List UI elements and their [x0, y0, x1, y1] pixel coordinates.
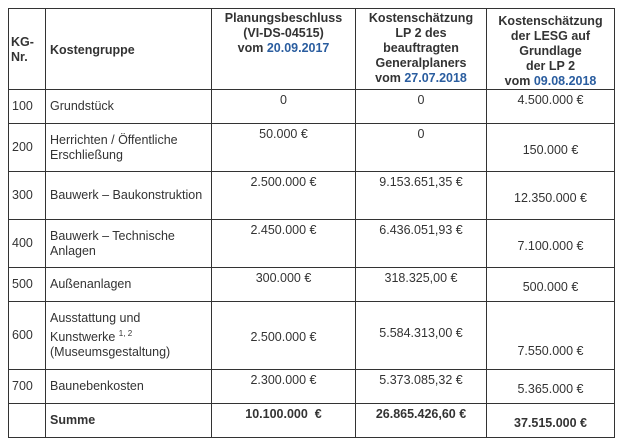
- h2-l1: Kostenschätzung: [368, 11, 474, 25]
- value-planungsbeschluss: 0: [212, 90, 356, 124]
- value-planungsbeschluss: 2.450.000 €: [212, 220, 356, 268]
- header-kostenschaetzung-lesg: [487, 9, 615, 90]
- value-kostenschaetzung-lesg: 7.100.000 €: [487, 220, 615, 268]
- kg-number: 600: [9, 302, 46, 370]
- h2-vom: vom: [375, 71, 401, 85]
- h2-l3: beauftragten: [383, 41, 459, 55]
- value-kostenschaetzung-gp: 5.373.085,32 €: [356, 370, 487, 404]
- summe-label: Summe: [46, 404, 212, 438]
- kg-number: 700: [9, 370, 46, 404]
- h1-l1: Planungsbeschluss: [224, 11, 343, 25]
- value-kostenschaetzung-gp: 9.153.651,35 €: [356, 172, 487, 220]
- h3-vom: vom: [504, 74, 531, 88]
- kg-number: 300: [9, 172, 46, 220]
- value-kostenschaetzung-gp: 318.325,00 €: [356, 268, 487, 302]
- value-kostenschaetzung-gp: 5.584.313,00 €: [356, 302, 487, 370]
- h1-vom: vom: [237, 41, 264, 55]
- kg-number: 500: [9, 268, 46, 302]
- table-row: [9, 370, 615, 404]
- value-kostenschaetzung-lesg: 500.000 €: [487, 268, 615, 302]
- header-row: [9, 9, 615, 90]
- header-kg: [9, 9, 46, 90]
- h3-l3: Grundlage: [519, 44, 582, 58]
- name-line1: Ausstattung und Kunstwerke: [50, 310, 141, 345]
- value-planungsbeschluss: 50.000 €: [212, 124, 356, 172]
- table-row: [9, 90, 615, 124]
- table-row: [9, 220, 615, 268]
- summe-kostenschaetzung-lesg: 37.515.000 €: [487, 404, 615, 438]
- kostengruppe-name: Bauwerk – Technische Anlagen: [46, 220, 212, 268]
- h3-l1: Kostenschätzung: [498, 14, 603, 28]
- header-planungsbeschluss: [212, 9, 356, 90]
- kostengruppe-name: [46, 302, 212, 370]
- value-kostenschaetzung-lesg: 7.550.000 €: [487, 302, 615, 370]
- table-row: [9, 302, 615, 370]
- kg-number: 200: [9, 124, 46, 172]
- h2-l2: LP 2 des: [395, 26, 447, 40]
- h1-l2: (VI-DS-04515): [243, 26, 324, 40]
- value-kostenschaetzung-lesg: 12.350.000 €: [487, 172, 615, 220]
- kostengruppe-name: Grundstück: [46, 90, 212, 124]
- value-kostenschaetzung-lesg: 150.000 €: [487, 124, 615, 172]
- h2-l4: Generalplaners: [375, 56, 467, 70]
- header-kg-label: KG-Nr.: [11, 35, 34, 64]
- summe-kostenschaetzung-gp: 26.865.426,60 €: [356, 404, 487, 438]
- table-row: [9, 172, 615, 220]
- h3-l2: der LESG auf: [510, 29, 591, 43]
- value-kostenschaetzung-lesg: 5.365.000 €: [487, 370, 615, 404]
- value-planungsbeschluss: 2.300.000 €: [212, 370, 356, 404]
- h3-l4: der LP 2: [525, 59, 576, 73]
- kostengruppe-name: Herrichten / Öffentliche Erschließung: [46, 124, 212, 172]
- value-kostenschaetzung-gp: 6.436.051,93 €: [356, 220, 487, 268]
- kg-number: 100: [9, 90, 46, 124]
- h1-date: 20.09.2017: [266, 41, 330, 55]
- header-kostenschaetzung-gp: [356, 9, 487, 90]
- value-planungsbeschluss: 300.000 €: [212, 268, 356, 302]
- h2-date: 27.07.2018: [404, 71, 467, 85]
- empty-cell: [9, 404, 46, 438]
- header-kostengruppe: Kostengruppe: [46, 9, 212, 90]
- h3-date: 09.08.2018: [533, 74, 597, 88]
- footnote-ref: 1, 2: [118, 328, 133, 338]
- value-planungsbeschluss: 2.500.000 €: [212, 302, 356, 370]
- table-row: [9, 268, 615, 302]
- kostengruppe-name: Bauwerk – Baukonstruktion: [46, 172, 212, 220]
- name-line2: (Museumsgestaltung): [50, 345, 171, 360]
- summe-row: [9, 404, 615, 438]
- kostengruppe-name: Außenanlagen: [46, 268, 212, 302]
- value-planungsbeschluss: 2.500.000 €: [212, 172, 356, 220]
- value-kostenschaetzung-gp: 0: [356, 124, 487, 172]
- summe-planungsbeschluss: 10.100.000 €: [212, 404, 356, 438]
- cost-table: [8, 8, 615, 438]
- value-kostenschaetzung-gp: 0: [356, 90, 487, 124]
- kg-number: 400: [9, 220, 46, 268]
- table-row: [9, 124, 615, 172]
- value-kostenschaetzung-lesg: 4.500.000 €: [487, 90, 615, 124]
- kostengruppe-name: Baunebenkosten: [46, 370, 212, 404]
